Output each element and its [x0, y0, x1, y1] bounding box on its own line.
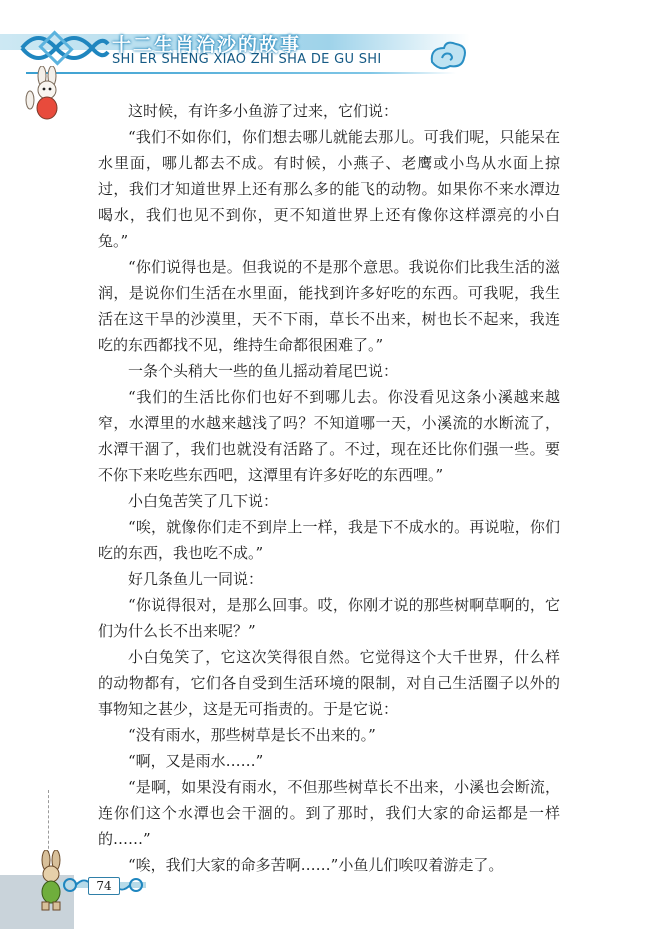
paragraph: 小白兔笑了，它这次笑得很自然。它觉得这个大千世界，什么样的动物都有，它们各自受到生活环境的限制，对自己生活圈子以外的事物知之甚少，这是无可指责的。于是它说： [98, 648, 560, 718]
paragraph: “你说得很对，是那么回事。哎，你刚才说的那些树啊草啊的，它们为什么长不出来呢？” [98, 596, 560, 640]
cloud-swirl-icon [426, 36, 470, 76]
paragraph: 小白兔苦笑了几下说： [128, 492, 279, 510]
header-divider [26, 72, 456, 74]
paragraph: “你们说得也是。但我说的不是那个意思。我说你们比我生活的滋润，是说你们生活在水里面，能找到许多好吃的东西。可我呢，我生活在这干旱的沙漠里，天不下雨，草长不出来，树也长不起来，我连吃的东西都找不见，维持生命都很困难了。” [98, 258, 560, 354]
paragraph: “是啊，如果没有雨水，不但那些树草长不出来，小溪也会断流，连你们这个水潭也会干涸的。到了那时，我们大家的命运都是一样的……” [98, 778, 560, 848]
book-title-pinyin: SHI ER SHENG XIAO ZHI SHA DE GU SHI [112, 52, 382, 67]
paragraph: “我们不如你们，你们想去哪儿就能去那儿。可我们呢，只能呆在水里面，哪儿都去不成。有时候，小燕子、老鹰或小鸟从水面上掠过，我们才知道世界上还有那么多的能飞的动物。如果你不来水潭边喝水，我们也见不到你，更不知道世界上还有像你这样漂亮的小白兔。” [98, 128, 560, 250]
paragraph: “没有雨水，那些树草是长不出来的。” [128, 726, 376, 744]
knot-ornament-icon [16, 24, 112, 72]
paragraph: 好几条鱼儿一同说： [128, 570, 264, 588]
paragraph: “唉，我们大家的命多苦啊……”小鱼儿们唉叹着游走了。 [128, 856, 504, 874]
paragraph: 这时候，有许多小鱼游了过来，它们说： [128, 102, 399, 120]
paragraph: “唉，就像你们走不到岸上一样，我是下不成水的。再说啦，你们吃的东西，我也吃不成。” [98, 518, 560, 562]
page-number: 74 [88, 877, 120, 895]
story-body [98, 98, 560, 878]
rabbit-mascot-icon [30, 850, 74, 912]
rabbit-mascot-icon [20, 66, 80, 122]
book-title: 十二生肖治沙的故事 [112, 34, 302, 56]
paragraph: “啊，又是雨水……” [128, 752, 264, 770]
paragraph: “我们的生活比你们也好不到哪儿去。你没看见这条小溪越来越窄，水潭里的水越来越浅了吗？不知道哪一天，小溪流的水断流了，水潭干涸了，我们也就没有活路了。不过，现在还比你们强一些。要不你下来吃些东西吧，这潭里有许多好吃的东西哩。” [98, 388, 560, 484]
paragraph: 一条个头稍大一些的鱼儿摇动着尾巴说： [128, 362, 399, 380]
